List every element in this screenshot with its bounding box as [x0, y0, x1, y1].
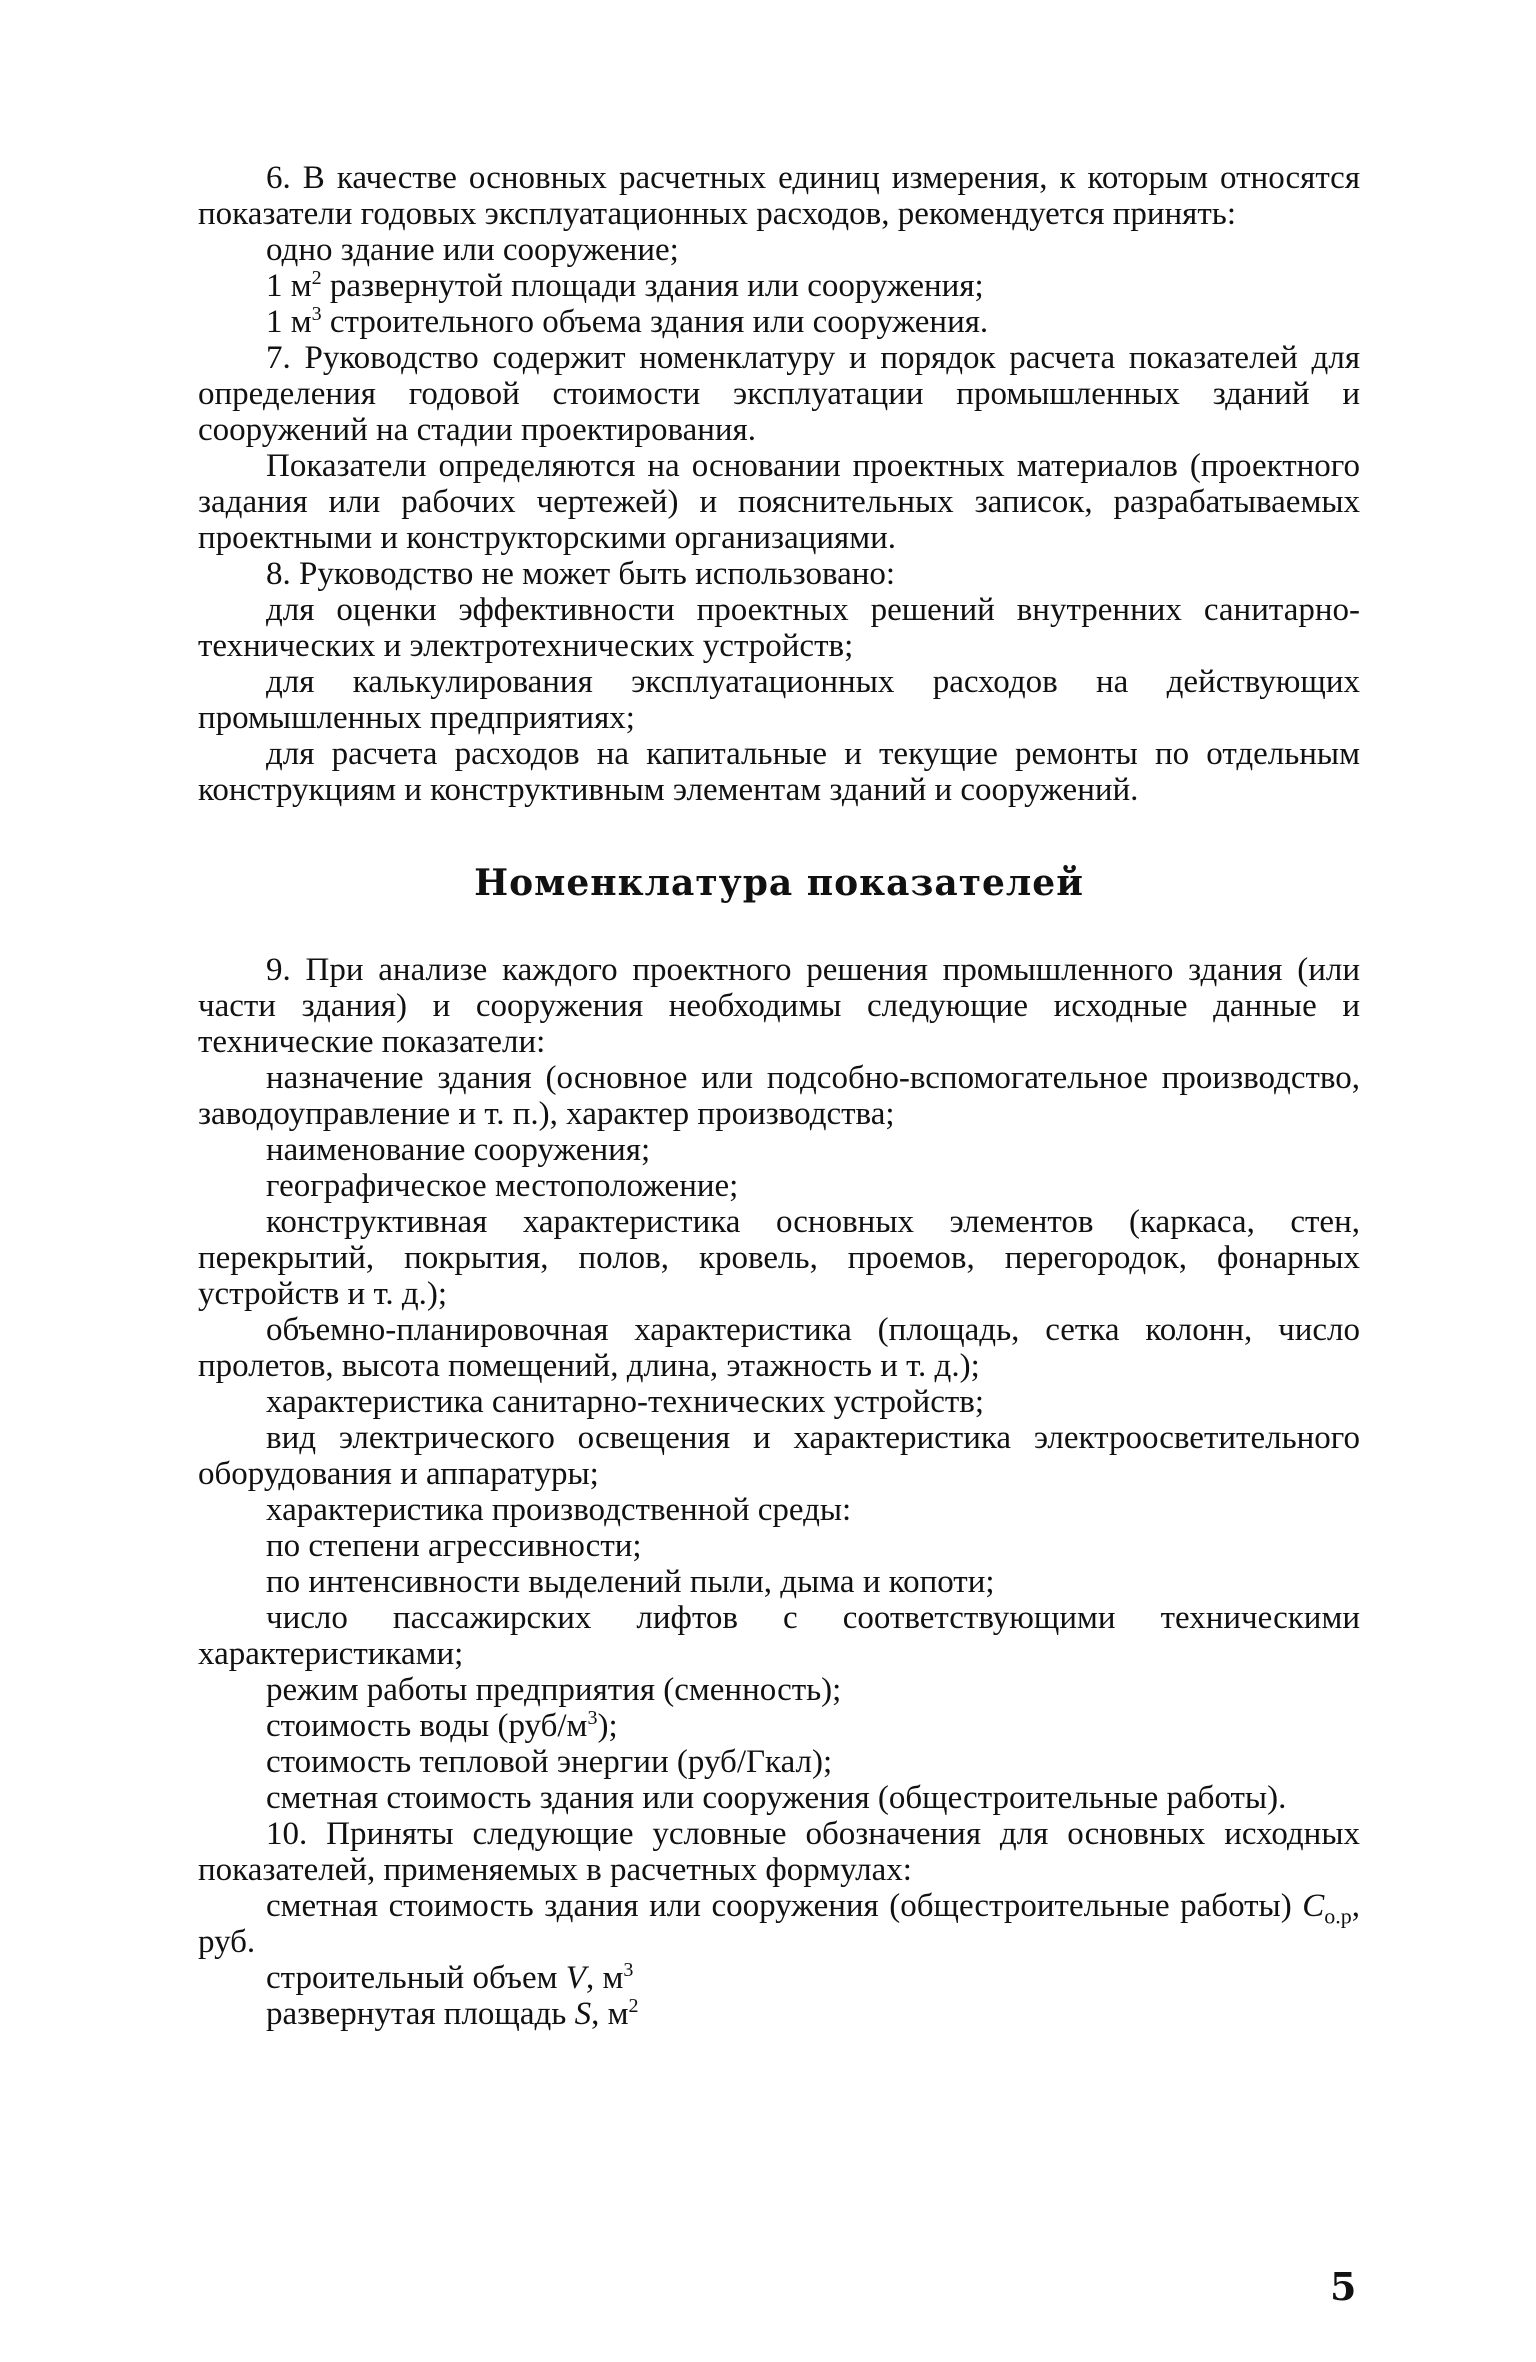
list-item: назначение здания (основное или подсобно-вспомогательное производство, заводоуправление и т. п.), характер производства;	[198, 1060, 1360, 1132]
page-number: 5	[1330, 2264, 1357, 2309]
notation-cost: сметная стоимость здания или сооружения (общестроительные работы) $C_{о.р}$, руб.	[198, 1888, 1360, 1960]
list-item-unit-m2: 1 $м^2$ развернутой площади здания или сооружения;	[266, 267, 984, 304]
list-item: конструктивная характеристика основных элементов (каркаса, стен, перекрытий, покрытия, полов, кровель, проемов, перегородок, фонарных устройств и т. д.);	[198, 1204, 1360, 1312]
list-item: по интенсивности выделений пыли, дыма и копоти;	[266, 1564, 995, 1600]
list-item: географическое местоположение;	[266, 1168, 739, 1204]
list-item: стоимость тепловой энергии (руб/Гкал);	[266, 1744, 833, 1780]
list-item-water-cost: стоимость воды $(руб/м^3)$;	[266, 1707, 618, 1744]
list-item: для оценки эффективности проектных решений внутренних санитарно-технических и электротехнических устройств;	[198, 592, 1360, 664]
list-item-unit-m3: 1 $м^3$ строительного объема здания или сооружения.	[266, 303, 989, 340]
list-item: по степени агрессивности;	[266, 1528, 642, 1564]
notation-area: развернутая площадь S, $м^2$	[266, 1995, 639, 2032]
list-item: режим работы предприятия (сменность);	[266, 1672, 842, 1708]
list-item: для расчета расходов на капитальные и текущие ремонты по отдельным конструкциям и конструктивным элементам зданий и сооружений.	[198, 736, 1360, 808]
list-item: характеристика санитарно-технических устройств;	[266, 1384, 985, 1420]
paragraph-8: 8. Руководство не может быть использовано:	[266, 556, 896, 592]
section-heading: Номенклатура показателей	[474, 862, 1084, 904]
notation-volume: строительный объем V, $м^3$	[266, 1959, 634, 1996]
list-item: сметная стоимость здания или сооружения (общестроительные работы).	[266, 1780, 1287, 1816]
list-item: одно здание или сооружение;	[266, 232, 679, 268]
list-item: наименование сооружения;	[266, 1132, 651, 1168]
paragraph-9: 9. При анализе каждого проектного решения промышленного здания (или части здания) и сооружения необходимы следующие исходные данные и технические показатели:	[198, 952, 1360, 1060]
paragraph-10: 10. Приняты следующие условные обозначения для основных исходных показателей, применяемых в расчетных формулах:	[198, 1816, 1360, 1888]
paragraph-7: 7. Руководство содержит номенклатуру и порядок расчета показателей для определения годовой стоимости эксплуатации промышленных зданий и сооружений на стадии проектирования.	[198, 340, 1360, 448]
list-item: вид электрического освещения и характеристика электроосветительного оборудования и аппаратуры;	[198, 1420, 1360, 1492]
paragraph: Показатели определяются на основании проектных материалов (проектного задания или рабочих чертежей) и пояснительных записок, разрабатываемых проектными и конструкторскими организациями.	[198, 448, 1360, 556]
list-item: число пассажирских лифтов с соответствующими техническими характеристиками;	[198, 1600, 1360, 1672]
list-item: характеристика производственной среды:	[266, 1492, 852, 1528]
paragraph-6: 6. В качестве основных расчетных единиц измерения, к которым относятся показатели годовых эксплуатационных расходов, рекомендуется принять:	[198, 160, 1360, 232]
list-item: объемно-планировочная характеристика (площадь, сетка колонн, число пролетов, высота помещений, длина, этажность и т. д.);	[198, 1312, 1360, 1384]
list-item: для калькулирования эксплуатационных расходов на действующих промышленных предприятиях;	[198, 664, 1360, 736]
document-page	[198, 160, 1360, 2032]
